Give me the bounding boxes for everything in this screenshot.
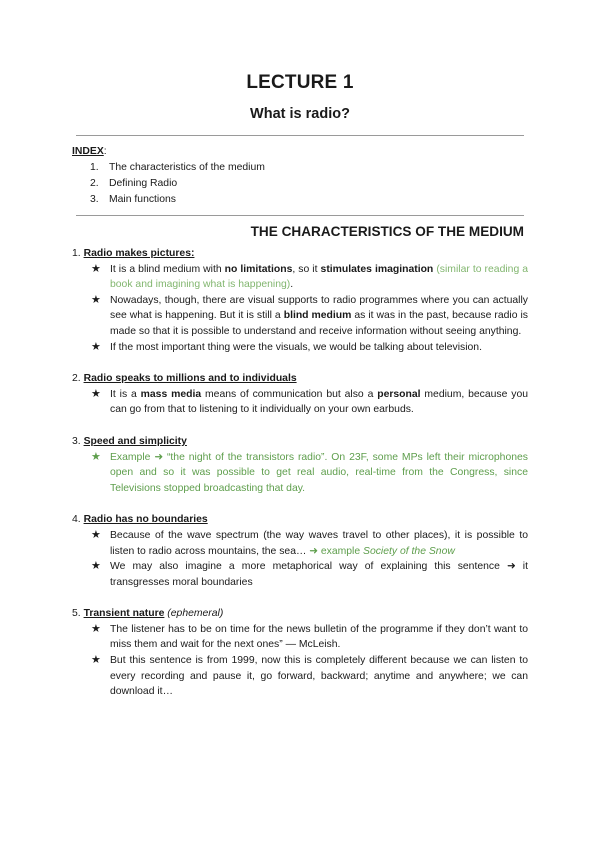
bullet-item: ★ Example ➜ “the night of the transistors radio”. On 23F, some MPs left their microphones open and so it was possible to get real audio, real-time from the Congress, since Televisions stopped broadcasting that day.	[91, 450, 528, 494]
section-speed-and-simplicity	[72, 434, 528, 496]
bullet-item: ★ The listener has to be on time for the news bulletin of the programme if they don’t want to miss them and wait for the next ones” — McLeish.	[91, 622, 528, 651]
content-body	[72, 246, 528, 716]
section-millions-and-individuals	[72, 371, 528, 418]
star-icon: ★	[91, 340, 101, 353]
section-radio-makes-pictures	[72, 246, 528, 355]
index-item: 1. The characteristics of the medium	[90, 162, 265, 173]
star-icon: ★	[91, 528, 101, 541]
bullet-item: ★ Because of the wave spectrum (the way waves travel to other places), it is possible to listen to radio across mountains, the sea… ➜ example Society of the Snow	[91, 528, 529, 557]
bullet-list	[72, 622, 528, 700]
bullet-list	[72, 450, 528, 497]
bullet-item: ★ It is a blind medium with no limitations, so it stimulates imagination (similar to reading a book and imagining what is happening).	[91, 262, 529, 291]
star-icon: ★	[91, 622, 101, 635]
page-subtitle: What is radio?	[250, 106, 350, 122]
page-title: LECTURE 1	[246, 72, 354, 93]
star-icon: ★	[91, 654, 101, 667]
bullet-item: ★ It is a mass media means of communication but also a personal medium, because you can go from that to listening to it individually on your own earbuds.	[91, 387, 529, 416]
section-no-boundaries	[72, 512, 528, 590]
star-icon: ★	[91, 387, 101, 400]
bullet-list	[72, 387, 528, 418]
divider	[76, 215, 524, 216]
bullet-item: ★ We may also imagine a more metaphorical way of explaining this sentence ➜ it transgresses moral boundaries	[91, 560, 528, 588]
section-title: 5. Transient nature (ephemeral)	[72, 608, 224, 620]
bullet-item: ★ But this sentence is from 1999, now this is completely different because we can listen to every recording and pause it, go forward, backward; anytime and anywhere; we can download it…	[91, 654, 528, 698]
star-icon: ★	[91, 560, 101, 573]
index-block	[72, 144, 265, 208]
section-transient-nature	[72, 606, 528, 700]
section-title: 4. Radio has no boundaries	[72, 514, 208, 526]
bullet-list	[72, 262, 528, 356]
divider	[76, 135, 524, 136]
bullet-list	[72, 528, 528, 590]
star-icon: ★	[91, 450, 101, 463]
section-title: 1. Radio makes pictures:	[72, 248, 195, 259]
bullet-item: ★ Nowadays, though, there are visual supports to radio programmes where you can actually see what is happening. But it is still a blind medium as it was in the past, because radio is made so that it is possible to understand and receive information without seeing anything.	[91, 293, 528, 337]
star-icon: ★	[91, 293, 101, 306]
section-title: 3. Speed and simplicity	[72, 435, 187, 447]
section-heading: THE CHARACTERISTICS OF THE MEDIUM	[250, 224, 524, 239]
star-icon: ★	[91, 262, 101, 275]
index-heading: INDEX:	[72, 146, 107, 157]
index-item: 3. Main functions	[90, 194, 176, 205]
bullet-item: ★ If the most important thing were the visuals, we would be talking about television.	[91, 340, 528, 356]
index-item: 2. Defining Radio	[90, 178, 178, 189]
index-list	[72, 160, 265, 208]
section-title: 2. Radio speaks to millions and to individuals	[72, 373, 297, 385]
